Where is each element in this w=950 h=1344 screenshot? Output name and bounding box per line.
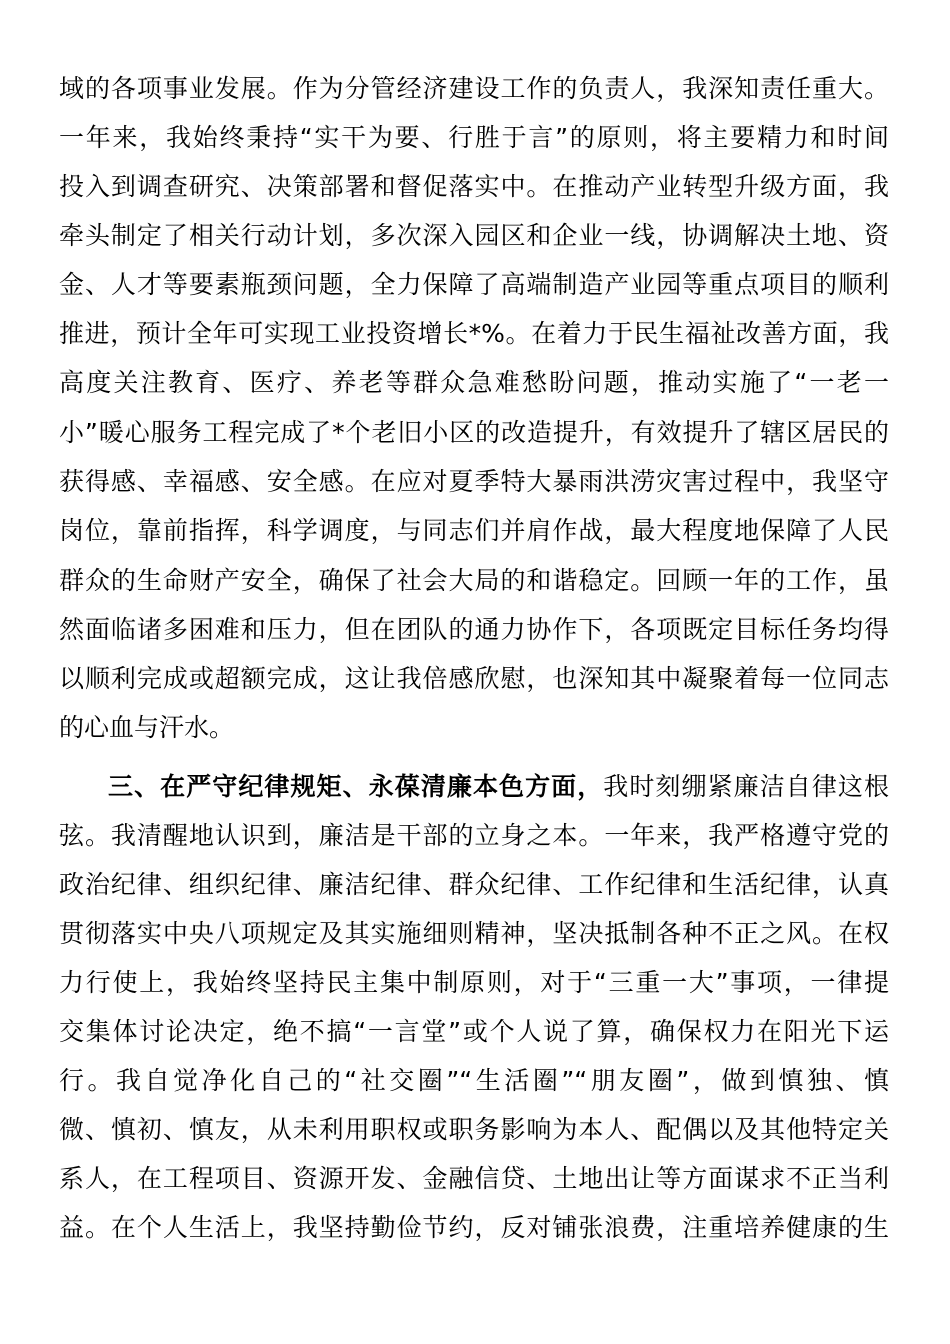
paragraph-line: 推进，预计全年可实现工业投资增长*%。在着力于民生福祉改善方面，我 (59, 319, 889, 348)
paragraph-line: 交集体讨论决定，绝不搞“一言堂”或个人说了算，确保权力在阳光下运 (59, 1017, 889, 1046)
paragraph-line: 政治纪律、组织纪律、廉洁纪律、群众纪律、工作纪律和生活纪律，认真 (59, 870, 889, 899)
section-3-heading: 三、在严守纪律规矩、永葆清廉本色方面， (108, 772, 604, 801)
paragraph-line: 一年来，我始终秉持“实干为要、行胜于言”的原则，将主要精力和时间 (59, 123, 889, 152)
paragraph-line: 弦。我清醒地认识到，廉洁是干部的立身之本。一年来，我严格遵守党的 (59, 821, 889, 850)
paragraph-line: 获得感、幸福感、安全感。在应对夏季特大暴雨洪涝灾害过程中，我坚守 (59, 467, 889, 496)
section-3-first-line (108, 762, 889, 812)
paragraph-line: 牵头制定了相关行动计划，多次深入园区和企业一线，协调解决土地、资 (59, 221, 889, 250)
paragraph-line: 益。在个人生活上，我坚持勤俭节约，反对铺张浪费，注重培养健康的生 (59, 1213, 889, 1242)
paragraph-line: 高度关注教育、医疗、养老等群众急难愁盼问题，推动实施了“一老一 (59, 368, 889, 397)
paragraph-line: 微、慎初、慎友，从未利用职权或职务影响为本人、配偶以及其他特定关 (59, 1115, 889, 1144)
paragraph-line: 系人，在工程项目、资源开发、金融信贷、土地出让等方面谋求不正当利 (59, 1164, 889, 1193)
paragraph-line: 然面临诸多困难和压力，但在团队的通力协作下，各项既定目标任务均得 (59, 615, 889, 644)
paragraph-line: 力行使上，我始终坚持民主集中制原则，对于“三重一大”事项，一律提 (59, 968, 889, 997)
paragraph-line: 以顺利完成或超额完成，这让我倍感欣慰，也深知其中凝聚着每一位同志 (59, 664, 889, 693)
paragraph-line: 的心血与汗水。 (59, 713, 235, 742)
paragraph-line: 小”暖心服务工程完成了*个老旧小区的改造提升，有效提升了辖区居民的 (59, 418, 889, 447)
paragraph-line: 金、人才等要素瓶颈问题，全力保障了高端制造产业园等重点项目的顺利 (59, 270, 889, 299)
paragraph-line: 群众的生命财产安全，确保了社会大局的和谐稳定。回顾一年的工作，虽 (59, 566, 889, 595)
paragraph-line: 域的各项事业发展。作为分管经济建设工作的负责人，我深知责任重大。 (59, 74, 889, 103)
paragraph-line: 行。我自觉净化自己的“社交圈”“生活圈”“朋友圈”，做到慎独、慎 (59, 1066, 889, 1095)
paragraph-line: 岗位，靠前指挥，科学调度，与同志们并肩作战，最大程度地保障了人民 (59, 516, 889, 545)
section-3-first-line-text: 我时刻绷紧廉洁自律这根 (603, 772, 889, 801)
paragraph-line: 投入到调查研究、决策部署和督促落实中。在推动产业转型升级方面，我 (59, 172, 889, 201)
paragraph-line: 贯彻落实中央八项规定及其实施细则精神，坚决抵制各种不正之风。在权 (59, 919, 889, 948)
